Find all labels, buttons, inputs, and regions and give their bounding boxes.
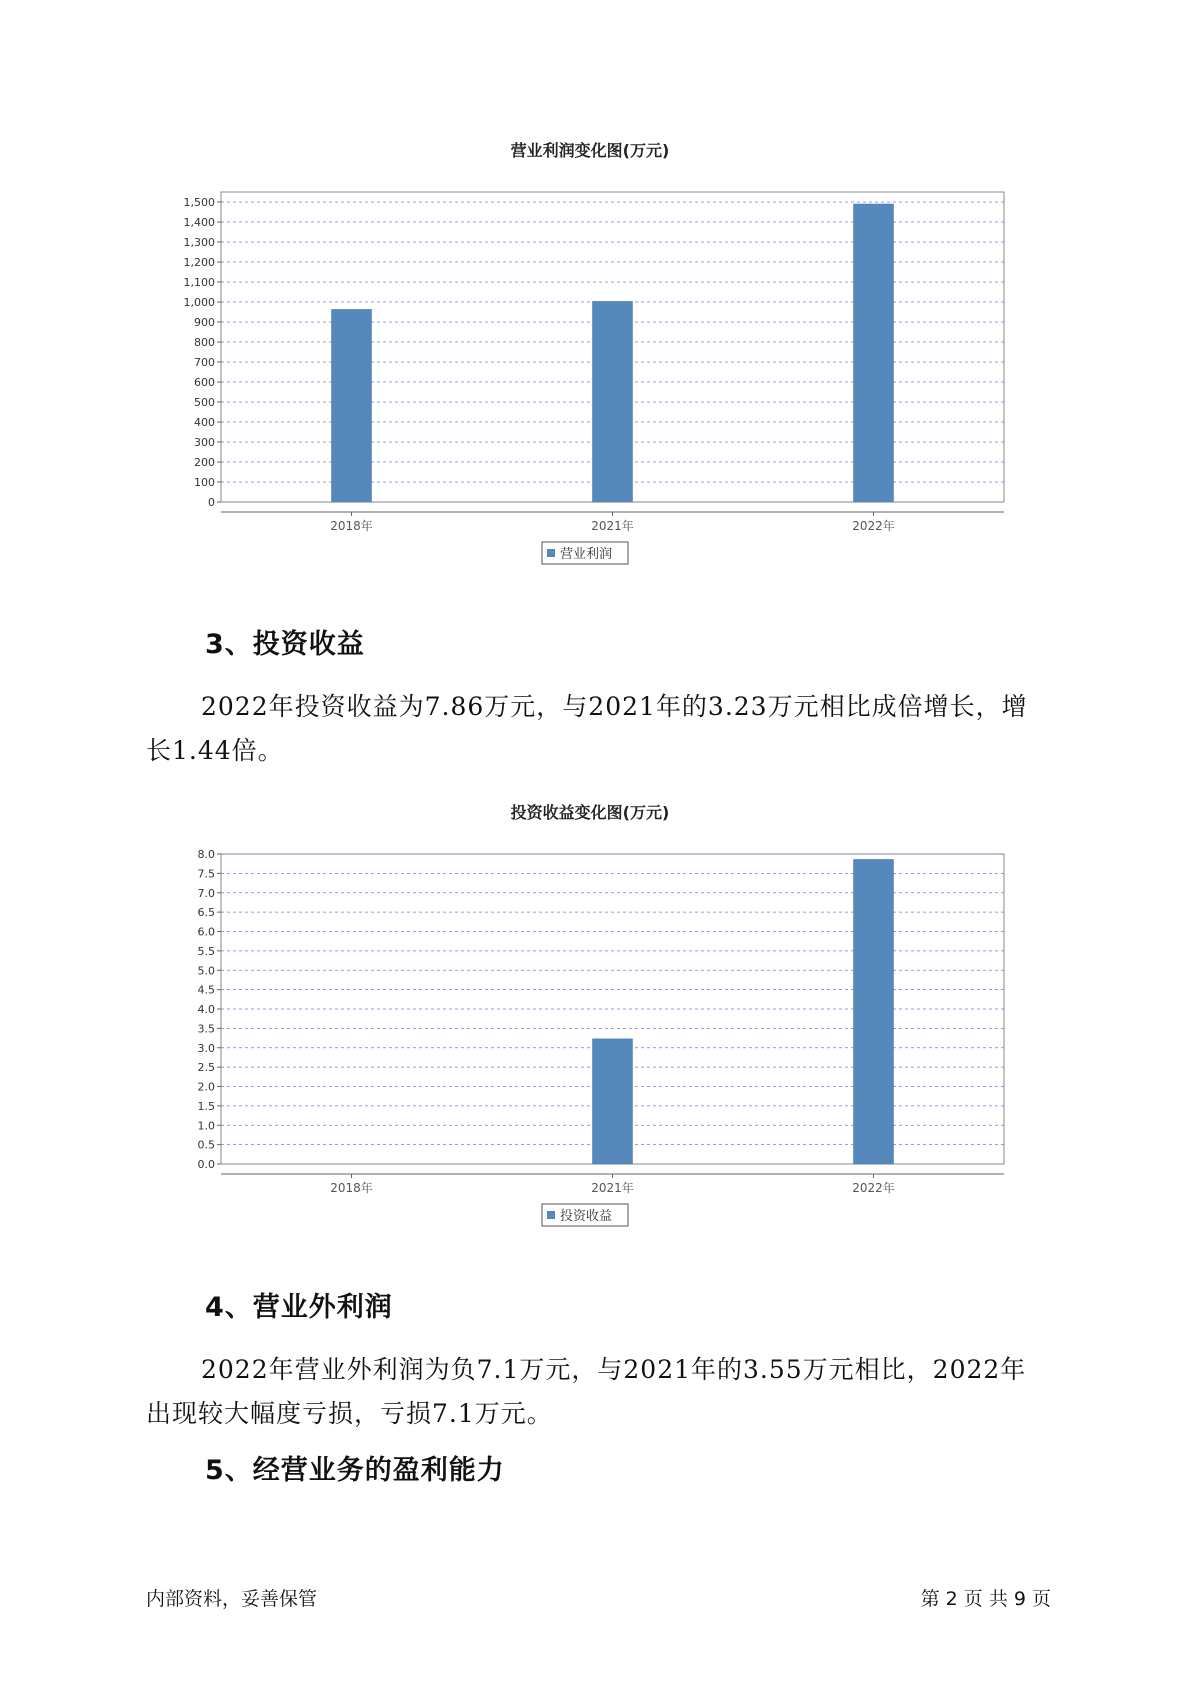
y-tick-label: 4.5 bbox=[197, 983, 215, 997]
x-tick-label: 2018年 bbox=[330, 1181, 373, 1195]
y-tick-label: 500 bbox=[194, 396, 215, 409]
y-tick-label: 100 bbox=[194, 476, 215, 489]
y-tick-label: 200 bbox=[194, 456, 215, 469]
chart-title: 营业利润变化图(万元) bbox=[510, 141, 670, 160]
footer-page-number: 第 2 页 共 9 页 bbox=[920, 1588, 1051, 1610]
legend-swatch bbox=[547, 549, 555, 557]
legend-label: 营业利润 bbox=[560, 547, 613, 562]
bar bbox=[593, 301, 633, 502]
y-tick-label: 1,400 bbox=[183, 216, 215, 229]
y-tick-label: 3.0 bbox=[197, 1041, 215, 1055]
section-text-investment: 2022年投资收益为7.86万元，与2021年的3.23万元相比成倍增长，增长1.44倍。 bbox=[146, 692, 1028, 765]
y-tick-label: 5.5 bbox=[197, 944, 215, 958]
legend-swatch bbox=[547, 1211, 555, 1219]
y-tick-label: 600 bbox=[194, 376, 215, 389]
y-tick-label: 1,200 bbox=[183, 256, 215, 269]
x-tick-label: 2022年 bbox=[852, 1181, 895, 1195]
operating-profit-chart-svg bbox=[150, 162, 1030, 607]
y-tick-label: 700 bbox=[194, 356, 215, 369]
y-tick-label: 1,500 bbox=[183, 196, 215, 209]
y-tick-label: 1.0 bbox=[197, 1119, 215, 1133]
bar bbox=[593, 1039, 633, 1164]
y-tick-label: 800 bbox=[194, 336, 215, 349]
investment-income-chart bbox=[150, 802, 1030, 1269]
legend-label: 投资收益 bbox=[560, 1209, 613, 1224]
y-tick-label: 5.0 bbox=[197, 964, 215, 978]
y-tick-label: 900 bbox=[194, 316, 215, 329]
bar bbox=[332, 309, 372, 502]
y-tick-label: 1.5 bbox=[197, 1099, 215, 1113]
section-heading-investment: 3、投资收益 bbox=[205, 629, 365, 660]
y-tick-label: 300 bbox=[194, 436, 215, 449]
y-tick-label: 400 bbox=[194, 416, 215, 429]
section-heading-profitability: 5、经营业务的盈利能力 bbox=[205, 1455, 505, 1486]
y-tick-label: 2.0 bbox=[197, 1080, 215, 1094]
y-tick-label: 3.5 bbox=[197, 1022, 215, 1036]
y-tick-label: 1,000 bbox=[183, 296, 215, 309]
y-tick-label: 8.0 bbox=[197, 848, 215, 861]
x-tick-label: 2022年 bbox=[852, 519, 895, 533]
chart-title: 投资收益变化图(万元) bbox=[510, 803, 670, 822]
investment-income-chart-svg bbox=[150, 824, 1030, 1269]
y-tick-label: 6.5 bbox=[197, 906, 215, 920]
bar bbox=[854, 859, 894, 1164]
section-text-non-operating: 2022年营业外利润为负7.1万元，与2021年的3.55万元相比，2022年出现较大幅度亏损，亏损7.1万元。 bbox=[146, 1355, 1027, 1428]
x-tick-label: 2021年 bbox=[591, 519, 634, 533]
y-tick-label: 0.5 bbox=[197, 1138, 215, 1152]
y-tick-label: 6.0 bbox=[197, 925, 215, 939]
y-tick-label: 1,100 bbox=[183, 276, 215, 289]
operating-profit-chart bbox=[150, 140, 1030, 607]
y-tick-label: 1,300 bbox=[183, 236, 215, 249]
y-tick-label: 2.5 bbox=[197, 1061, 215, 1075]
y-tick-label: 7.5 bbox=[197, 867, 215, 881]
y-tick-label: 0.0 bbox=[197, 1158, 215, 1171]
section-heading-non-operating: 4、营业外利润 bbox=[205, 1292, 393, 1323]
bar bbox=[854, 204, 894, 502]
footer-confidential-note: 内部资料，妥善保管 bbox=[146, 1588, 318, 1610]
y-tick-label: 0 bbox=[208, 496, 215, 509]
x-tick-label: 2021年 bbox=[591, 1181, 634, 1195]
y-tick-label: 7.0 bbox=[197, 886, 215, 900]
y-tick-label: 4.0 bbox=[197, 1003, 215, 1016]
x-tick-label: 2018年 bbox=[330, 519, 373, 533]
